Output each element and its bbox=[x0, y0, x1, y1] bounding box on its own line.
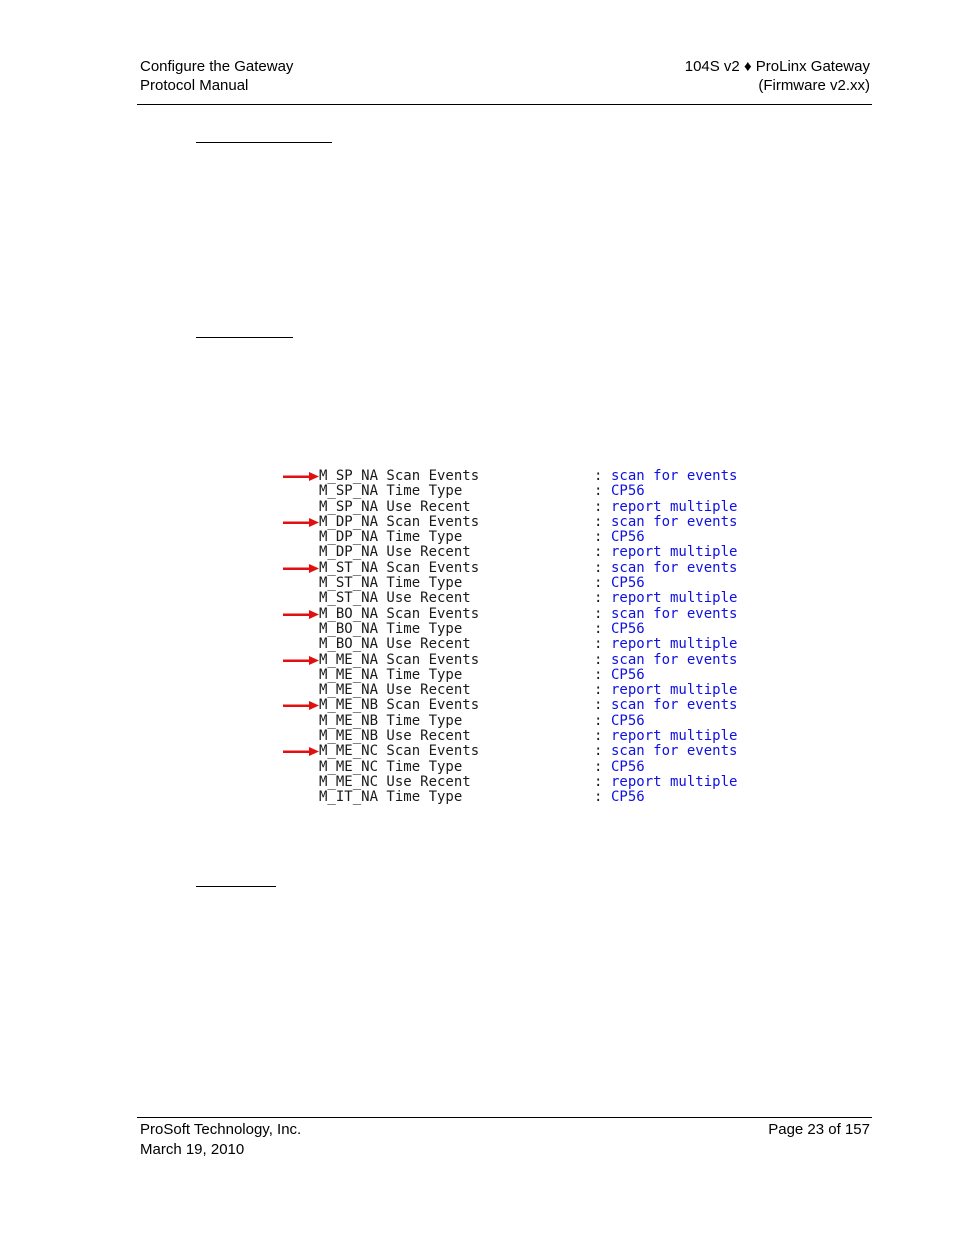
config-separator: : bbox=[594, 498, 603, 515]
config-key: M_IT_NA Time Type bbox=[319, 789, 463, 806]
config-separator: : bbox=[594, 529, 603, 546]
config-key: M_ST_NA Scan Events bbox=[319, 559, 480, 576]
config-separator: : bbox=[594, 483, 603, 500]
config-key: M_SP_NA Use Recent bbox=[319, 498, 471, 515]
red-arrow-icon bbox=[283, 564, 319, 573]
footer-company: ProSoft Technology, Inc. bbox=[140, 1121, 302, 1138]
header-divider bbox=[137, 104, 872, 105]
config-row bbox=[280, 698, 780, 713]
red-arrow-icon bbox=[283, 656, 319, 665]
config-row bbox=[280, 500, 780, 515]
config-separator: : bbox=[594, 590, 603, 607]
config-value: CP56 bbox=[611, 666, 645, 683]
config-value: scan for events bbox=[611, 697, 738, 714]
header-product-title: 104S v2 ♦ ProLinx Gateway bbox=[684, 58, 870, 75]
section-heading-underline-2 bbox=[196, 337, 293, 338]
config-value: scan for events bbox=[611, 605, 738, 622]
config-separator: : bbox=[594, 651, 603, 668]
config-key: M_BO_NA Scan Events bbox=[319, 605, 480, 622]
config-separator: : bbox=[594, 575, 603, 592]
config-row bbox=[280, 469, 780, 484]
config-value: CP56 bbox=[611, 529, 645, 546]
config-value: report multiple bbox=[611, 773, 738, 790]
red-arrow-icon bbox=[283, 472, 319, 481]
config-key: M_ME_NA Use Recent bbox=[319, 682, 471, 699]
red-arrow-icon bbox=[283, 518, 319, 527]
config-key: M_ME_NA Time Type bbox=[319, 666, 463, 683]
config-separator: : bbox=[594, 620, 603, 637]
config-value: report multiple bbox=[611, 544, 738, 561]
config-screen bbox=[280, 469, 780, 806]
config-row bbox=[280, 775, 780, 790]
config-key: M_ME_NA Scan Events bbox=[319, 651, 480, 668]
config-value: CP56 bbox=[611, 712, 645, 729]
header-left bbox=[140, 57, 293, 95]
config-row bbox=[280, 790, 780, 805]
config-row bbox=[280, 515, 780, 530]
config-separator: : bbox=[594, 544, 603, 561]
config-separator: : bbox=[594, 605, 603, 622]
config-separator: : bbox=[594, 513, 603, 530]
config-value: report multiple bbox=[611, 728, 738, 745]
config-row bbox=[280, 653, 780, 668]
footer-page-number: Page 23 of 157 bbox=[768, 1121, 870, 1138]
config-row bbox=[280, 484, 780, 499]
config-key: M_SP_NA Time Type bbox=[319, 483, 463, 500]
config-row bbox=[280, 530, 780, 545]
config-row bbox=[280, 545, 780, 560]
header-right bbox=[685, 57, 870, 95]
config-value: CP56 bbox=[611, 758, 645, 775]
red-arrow-icon bbox=[283, 610, 319, 619]
config-separator: : bbox=[594, 743, 603, 760]
config-key: M_ME_NB Time Type bbox=[319, 712, 463, 729]
config-key: M_ST_NA Use Recent bbox=[319, 590, 471, 607]
header-firmware: (Firmware v2.xx) bbox=[758, 77, 870, 94]
config-value: scan for events bbox=[611, 468, 738, 484]
config-value: CP56 bbox=[611, 483, 645, 500]
footer-right bbox=[768, 1120, 870, 1140]
config-key: M_ST_NA Time Type bbox=[319, 575, 463, 592]
config-value: report multiple bbox=[611, 590, 738, 607]
config-key: M_BO_NA Use Recent bbox=[319, 636, 471, 653]
red-arrow-icon bbox=[283, 747, 319, 756]
config-separator: : bbox=[594, 728, 603, 745]
config-value: CP56 bbox=[611, 620, 645, 637]
config-row bbox=[280, 744, 780, 759]
config-key: M_ME_NC Scan Events bbox=[319, 743, 480, 760]
config-row bbox=[280, 637, 780, 652]
config-key: M_ME_NB Scan Events bbox=[319, 697, 480, 714]
config-key: M_SP_NA Scan Events bbox=[319, 468, 480, 484]
config-separator: : bbox=[594, 682, 603, 699]
config-key: M_DP_NA Use Recent bbox=[319, 544, 471, 561]
footer-left bbox=[140, 1120, 301, 1160]
red-arrow-icon bbox=[283, 701, 319, 710]
config-row bbox=[280, 561, 780, 576]
config-value: scan for events bbox=[611, 513, 738, 530]
config-separator: : bbox=[594, 773, 603, 790]
config-separator: : bbox=[594, 468, 603, 484]
config-value: scan for events bbox=[611, 743, 738, 760]
header-manual-title: Protocol Manual bbox=[140, 77, 249, 94]
config-value: CP56 bbox=[611, 789, 645, 806]
config-key: M_ME_NB Use Recent bbox=[319, 728, 471, 745]
config-key: M_DP_NA Scan Events bbox=[319, 513, 480, 530]
config-row bbox=[280, 591, 780, 606]
config-separator: : bbox=[594, 559, 603, 576]
config-row bbox=[280, 607, 780, 622]
config-separator: : bbox=[594, 758, 603, 775]
config-value: scan for events bbox=[611, 651, 738, 668]
section-heading-underline-3 bbox=[196, 886, 276, 887]
config-row bbox=[280, 683, 780, 698]
config-row bbox=[280, 668, 780, 683]
config-separator: : bbox=[594, 712, 603, 729]
footer-date: March 19, 2010 bbox=[140, 1141, 245, 1158]
config-row bbox=[280, 714, 780, 729]
header-section-title: Configure the Gateway bbox=[140, 58, 294, 75]
config-key: M_ME_NC Time Type bbox=[319, 758, 463, 775]
config-value: scan for events bbox=[611, 559, 738, 576]
config-separator: : bbox=[594, 666, 603, 683]
config-row bbox=[280, 760, 780, 775]
config-separator: : bbox=[594, 636, 603, 653]
config-row bbox=[280, 622, 780, 637]
config-separator: : bbox=[594, 789, 603, 806]
config-key: M_ME_NC Use Recent bbox=[319, 773, 471, 790]
config-row bbox=[280, 576, 780, 591]
config-separator: : bbox=[594, 697, 603, 714]
config-value: report multiple bbox=[611, 636, 738, 653]
config-value: report multiple bbox=[611, 498, 738, 515]
config-value: report multiple bbox=[611, 682, 738, 699]
config-key: M_BO_NA Time Type bbox=[319, 620, 463, 637]
section-heading-underline-1 bbox=[196, 142, 332, 143]
config-key: M_DP_NA Time Type bbox=[319, 529, 463, 546]
footer-divider bbox=[137, 1117, 872, 1118]
config-row bbox=[280, 729, 780, 744]
config-value: CP56 bbox=[611, 575, 645, 592]
